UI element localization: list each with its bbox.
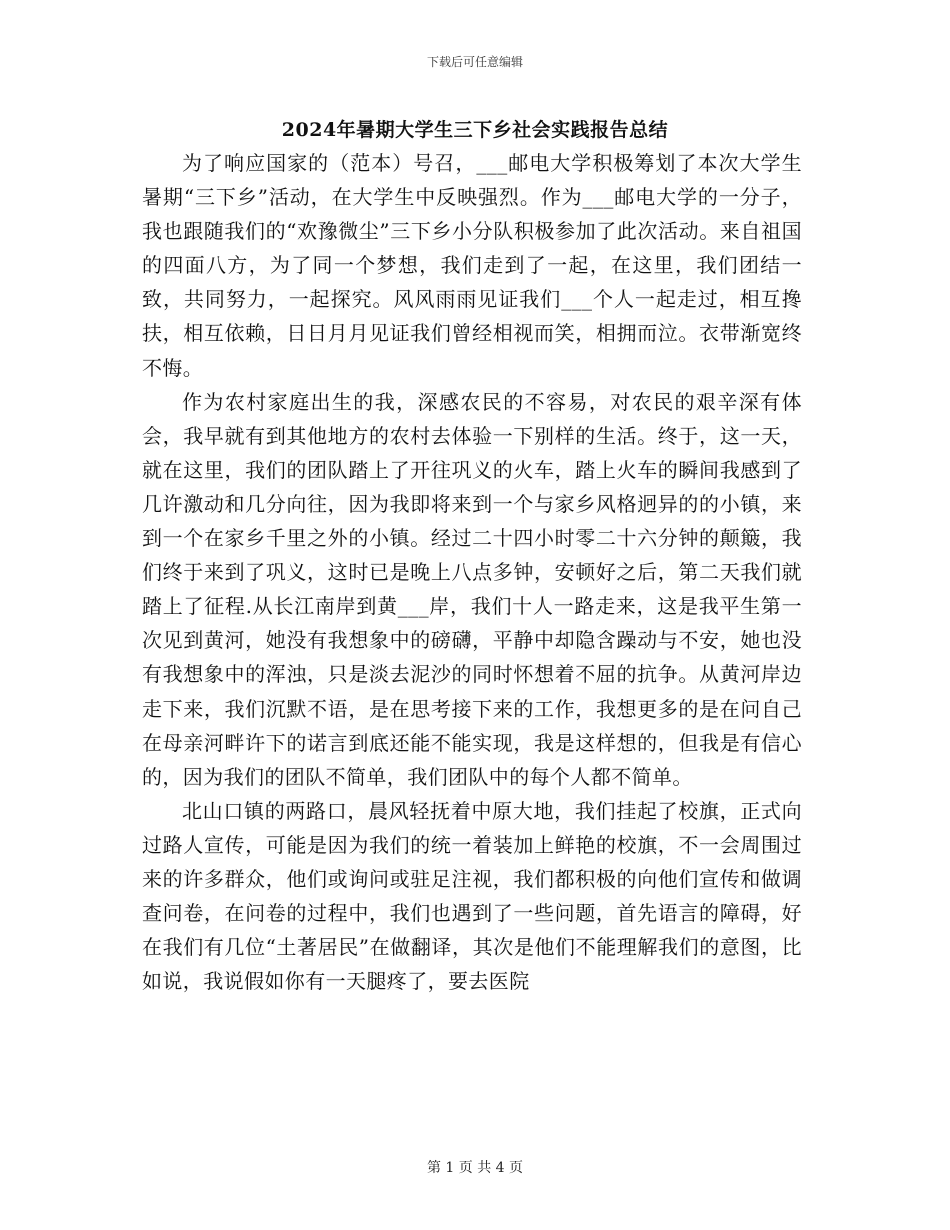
document-title: 2024年暑期大学生三下乡社会实践报告总结	[281, 119, 669, 141]
document-body	[142, 146, 802, 998]
page-header-note: 下载后可任意编辑	[426, 55, 523, 69]
page-number-footer: 第 1 页 共 4 页	[426, 1160, 524, 1176]
paragraph: 为了响应国家的（范本）号召，___邮电大学积极筹划了本次大学生暑期“三下乡”活动，在大学生中反映强烈。作为___邮电大学的一分子，我也跟随我们的“欢豫微尘”三下乡小分队积极参加了此次活动。来自祖国的四面八方，为了同一个梦想，我们走到了一起，在这里，我们团结一致，共同努力，一起探究。风风雨雨见证我们___个人一起走过，相互搀扶，相互依赖，日日月月见证我们曾经相视而笑，相拥而泣。衣带渐宽终不悔。	[142, 151, 802, 380]
paragraph: 作为农村家庭出生的我，深感农民的不容易，对农民的艰辛深有体会，我早就有到其他地方的农村去体验一下别样的生活。终于，这一天，就在这里，我们的团队踏上了开往巩义的火车，踏上火车的瞬间我感到了几许激动和几分向往，因为我即将来到一个与家乡风格迥异的的小镇，来到一个在家乡千里之外的小镇。经过二十四小时零二十六分钟的颠簸，我们终于来到了巩义，这时已是晚上八点多钟，安顿好之后，第二天我们就踏上了征程.从长江南岸到黄___岸，我们十人一路走来，这是我平生第一次见到黄河，她没有我想象中的磅礴，平静中却隐含躁动与不安，她也没有我想象中的浑浊，只是淡去泥沙的同时怀想着不屈的抗争。从黄河岸边走下来，我们沉默不语，是在思考接下来的工作，我想更多的是在问自己在母亲河畔许下的诺言到底还能不能实现，我是这样想的，但我是有信心的，因为我们的团队不简单，我们团队中的每个人都不简单。	[142, 389, 802, 789]
paragraph: 北山口镇的两路口，晨风轻抚着中原大地，我们挂起了校旗，正式向过路人宣传，可能是因为我们的统一着装加上鲜艳的校旗，不一会周围过来的许多群众，他们或询问或驻足注视，我们都积极的向他们宣传和做调查问卷，在问卷的过程中，我们也遇到了一些问题，首先语言的障碍，好在我们有几位“土著居民”在做翻译，其次是他们不能理解我们的意图，比如说，我说假如你有一天腿疼了，要去医院	[142, 798, 802, 994]
